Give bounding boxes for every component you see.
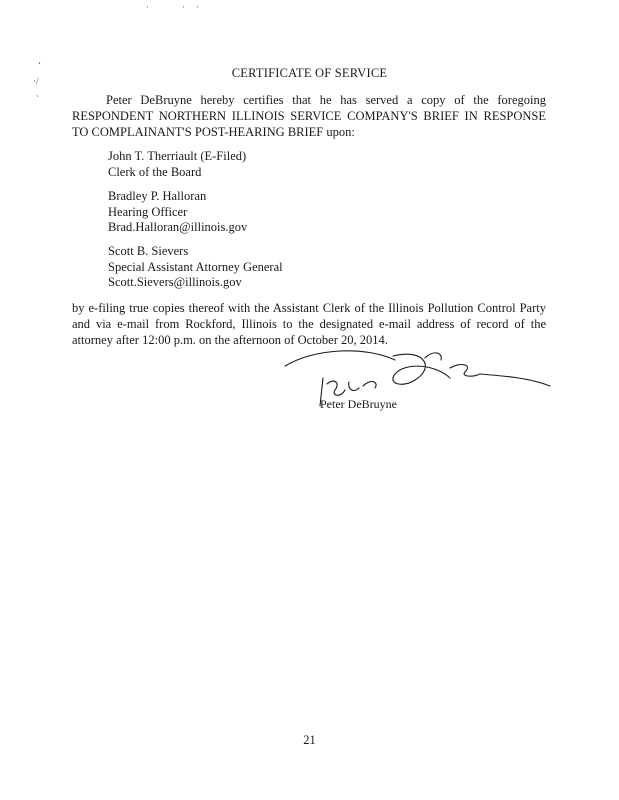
recipient-line: John T. Therriault (E-Filed)	[108, 149, 247, 163]
scan-mark: ·	[182, 2, 185, 12]
scan-mark: `	[36, 94, 39, 104]
intro-text: Peter DeBruyne hereby certifies that he has served a copy of the foregoing RESPONDENT NORTHERN ILLINOIS SERVICE COMPANY'S BRIEF IN RESPONSE TO COMPLAINANT'S POST-HEARING BRIEF upon:	[72, 93, 546, 139]
handwritten-signature	[275, 338, 555, 408]
recipient-email[interactable]: Scott.Sievers@illinois.gov	[108, 275, 242, 289]
scan-mark: ·	[196, 2, 199, 12]
recipient-therriault	[108, 149, 246, 180]
recipient-line: Scott B. Sievers	[108, 244, 189, 258]
recipient-email[interactable]: Brad.Halloran@illinois.gov	[108, 220, 248, 234]
scan-mark: ·/	[33, 76, 39, 86]
recipient-line: Hearing Officer	[108, 204, 188, 219]
page-title: CERTIFICATE OF SERVICE	[231, 66, 388, 80]
recipient-line: Special Assistant Attorney General	[108, 259, 283, 274]
recipient-line: Clerk of the Board	[108, 164, 202, 179]
page-number: 21	[303, 733, 316, 747]
recipient-halloran	[108, 189, 247, 236]
intro-paragraph	[72, 92, 546, 140]
scan-mark: ‘	[38, 60, 41, 70]
recipient-line: Bradley P. Halloran	[108, 189, 207, 203]
signatory-name: Peter DeBruyne	[320, 397, 397, 411]
recipient-sievers	[108, 244, 283, 291]
closing-paragraph: by e-filing true copies thereof with the Assistant Clerk of the Illinois Pollution Control Party and via e-mail from Rockford, Illinois to the designated e-mail address of record of the attorney after 12:00 p.m. on the afternoon of October 20, 2014.	[72, 301, 546, 347]
scan-mark: ·	[146, 2, 149, 12]
